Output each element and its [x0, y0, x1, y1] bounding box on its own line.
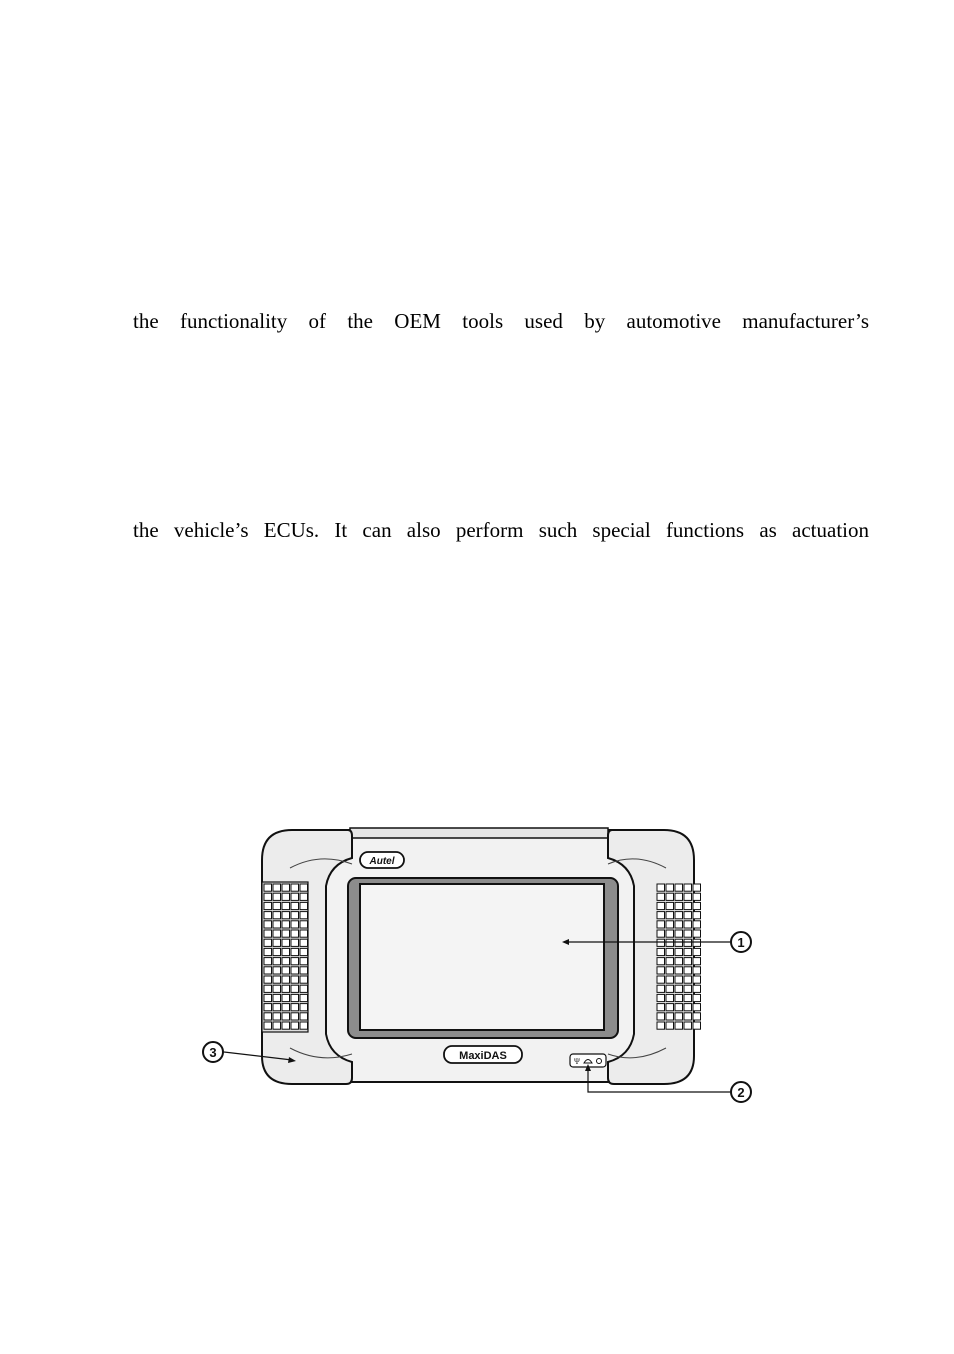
- grip-cell: [675, 902, 683, 909]
- grip-cell: [282, 902, 290, 909]
- grip-cell: [684, 948, 692, 955]
- grip-cell: [291, 976, 299, 983]
- grip-cell: [291, 902, 299, 909]
- grip-cell: [684, 884, 692, 891]
- grip-cell: [693, 902, 701, 909]
- grip-cell: [273, 1022, 281, 1029]
- grip-cell: [657, 994, 665, 1001]
- grip-cell: [282, 994, 290, 1001]
- grip-cell: [291, 921, 299, 928]
- grip-cell: [657, 930, 665, 937]
- grip-cell: [675, 994, 683, 1001]
- grip-cell: [666, 958, 674, 965]
- grip-cell: [666, 976, 674, 983]
- grip-cell: [264, 902, 272, 909]
- grip-cell: [273, 902, 281, 909]
- grip-cell: [291, 1013, 299, 1020]
- grip-cell: [264, 1013, 272, 1020]
- grip-cell: [675, 985, 683, 992]
- screen-display: [360, 884, 604, 1030]
- grip-cell: [264, 948, 272, 955]
- grip-cell: [666, 902, 674, 909]
- grip-cell: [300, 994, 308, 1001]
- grip-cell: [282, 893, 290, 900]
- grip-cell: [666, 939, 674, 946]
- grip-cell: [264, 884, 272, 891]
- grip-cell: [264, 1004, 272, 1011]
- grip-cell: [291, 884, 299, 891]
- grip-cell: [693, 985, 701, 992]
- grip-cell: [264, 930, 272, 937]
- grip-cell: [291, 985, 299, 992]
- grip-cell: [693, 967, 701, 974]
- grip-cell: [300, 948, 308, 955]
- grip-cell: [675, 976, 683, 983]
- grip-cell: [300, 921, 308, 928]
- grip-cell: [291, 893, 299, 900]
- grip-cell: [300, 1004, 308, 1011]
- grip-cell: [684, 921, 692, 928]
- grip-cell: [300, 884, 308, 891]
- grip-cell: [300, 985, 308, 992]
- grip-cell: [282, 948, 290, 955]
- grip-cell: [675, 884, 683, 891]
- grip-cell: [300, 939, 308, 946]
- grip-cell: [666, 912, 674, 919]
- grip-cell: [273, 930, 281, 937]
- grip-cell: [291, 1022, 299, 1029]
- grip-cell: [273, 893, 281, 900]
- grip-cell: [291, 994, 299, 1001]
- callout-2-number: 2: [737, 1085, 745, 1100]
- grip-cell: [282, 884, 290, 891]
- grip-cell: [657, 921, 665, 928]
- grip-cell: [657, 902, 665, 909]
- grip-cell: [693, 958, 701, 965]
- grip-cell: [264, 967, 272, 974]
- grip-cell: [282, 921, 290, 928]
- grip-cell: [666, 893, 674, 900]
- grip-cell: [273, 1004, 281, 1011]
- grip-cell: [282, 958, 290, 965]
- grip-cell: [675, 921, 683, 928]
- grip-cell: [693, 1004, 701, 1011]
- grip-cell: [693, 893, 701, 900]
- grip-cell: [291, 958, 299, 965]
- grip-cell: [666, 1004, 674, 1011]
- grip-cell: [693, 939, 701, 946]
- grip-cell: [666, 985, 674, 992]
- grip-cell: [300, 912, 308, 919]
- grip-cell: [657, 912, 665, 919]
- grip-cell: [282, 985, 290, 992]
- grip-cell: [684, 1013, 692, 1020]
- grip-cell: [273, 948, 281, 955]
- grip-cell: [684, 985, 692, 992]
- grip-cell: [666, 994, 674, 1001]
- grip-cell: [684, 976, 692, 983]
- grip-cell: [693, 948, 701, 955]
- grip-cell: [282, 939, 290, 946]
- grip-cell: [300, 930, 308, 937]
- grip-cell: [675, 1022, 683, 1029]
- grip-cell: [684, 893, 692, 900]
- grip-cell: [282, 1022, 290, 1029]
- grip-cell: [684, 939, 692, 946]
- grip-cell: [273, 921, 281, 928]
- grip-cell: [675, 958, 683, 965]
- grip-cell: [675, 948, 683, 955]
- grip-cell: [291, 948, 299, 955]
- grip-cell: [675, 912, 683, 919]
- grip-cell: [675, 967, 683, 974]
- grip-cell: [693, 884, 701, 891]
- grip-cell: [273, 1013, 281, 1020]
- grip-cell: [291, 912, 299, 919]
- grip-cell: [675, 1004, 683, 1011]
- grip-cell: [675, 893, 683, 900]
- grip-cell: [273, 958, 281, 965]
- device-figure: [200, 824, 756, 1106]
- grip-cell: [657, 884, 665, 891]
- grip-cell: [282, 1004, 290, 1011]
- grip-cell: [264, 893, 272, 900]
- body-text-line-2: the vehicle’s ECUs. It can also perform such special functions as actuation: [133, 518, 869, 542]
- grip-cell: [264, 976, 272, 983]
- grip-cell: [300, 958, 308, 965]
- grip-cell: [300, 976, 308, 983]
- grip-cell: [666, 1013, 674, 1020]
- grip-cell: [264, 939, 272, 946]
- grip-cell: [693, 1022, 701, 1029]
- grip-cell: [264, 921, 272, 928]
- callout-3-number: 3: [209, 1045, 217, 1060]
- grip-cell: [300, 967, 308, 974]
- grip-cell: [300, 902, 308, 909]
- grip-cell: [693, 912, 701, 919]
- grip-cell: [273, 994, 281, 1001]
- grip-cell: [666, 948, 674, 955]
- grip-cell: [273, 939, 281, 946]
- grip-cell: [693, 976, 701, 983]
- grip-cell: [666, 1022, 674, 1029]
- grip-cell: [657, 967, 665, 974]
- grip-cell: [657, 1022, 665, 1029]
- grip-cell: [657, 976, 665, 983]
- power-indicator-icon: Ψ: [574, 1057, 580, 1066]
- grip-cell: [657, 948, 665, 955]
- grip-cell: [291, 1004, 299, 1011]
- maxidas-label-text: MaxiDAS: [459, 1050, 507, 1062]
- grip-cell: [264, 994, 272, 1001]
- grip-cell: [657, 893, 665, 900]
- grip-cell: [282, 930, 290, 937]
- grip-cell: [675, 1013, 683, 1020]
- grip-cell: [684, 1022, 692, 1029]
- grip-cell: [684, 1004, 692, 1011]
- grip-cell: [273, 985, 281, 992]
- grip-cell: [273, 912, 281, 919]
- grip-cell: [675, 930, 683, 937]
- grip-cell: [684, 902, 692, 909]
- grip-cell: [666, 967, 674, 974]
- grip-cell: [657, 958, 665, 965]
- body-text-line-1: the functionality of the OEM tools used by automotive manufacturer’s: [133, 309, 869, 333]
- grip-cell: [264, 958, 272, 965]
- grip-cell: [291, 930, 299, 937]
- grip-cell: [657, 1004, 665, 1011]
- grip-cell: [273, 976, 281, 983]
- grip-cell: [666, 884, 674, 891]
- grip-cell: [666, 921, 674, 928]
- autel-logo-text: Autel: [369, 856, 395, 867]
- grip-cell: [291, 967, 299, 974]
- grip-cell: [693, 994, 701, 1001]
- grip-cell: [684, 994, 692, 1001]
- grip-cell: [282, 976, 290, 983]
- grip-cell: [657, 1013, 665, 1020]
- grip-cell: [693, 930, 701, 937]
- grip-cell: [693, 1013, 701, 1020]
- grip-cell: [657, 939, 665, 946]
- grip-cell: [693, 921, 701, 928]
- grip-cell: [684, 930, 692, 937]
- device-top-edge: [350, 828, 608, 838]
- grip-cell: [273, 884, 281, 891]
- callout-1-number: 1: [737, 935, 745, 950]
- grip-cell: [300, 1022, 308, 1029]
- grip-cell: [666, 930, 674, 937]
- grip-cell: [282, 912, 290, 919]
- grip-cell: [300, 893, 308, 900]
- grip-cell: [264, 1022, 272, 1029]
- grip-cell: [273, 967, 281, 974]
- grip-cell: [264, 985, 272, 992]
- grip-cell: [684, 912, 692, 919]
- grip-cell: [282, 967, 290, 974]
- grip-cell: [291, 939, 299, 946]
- grip-cell: [264, 912, 272, 919]
- grip-cell: [684, 967, 692, 974]
- grip-cell: [300, 1013, 308, 1020]
- grip-cell: [684, 958, 692, 965]
- grip-cell: [657, 985, 665, 992]
- grip-cell: [282, 1013, 290, 1020]
- grip-cell: [675, 939, 683, 946]
